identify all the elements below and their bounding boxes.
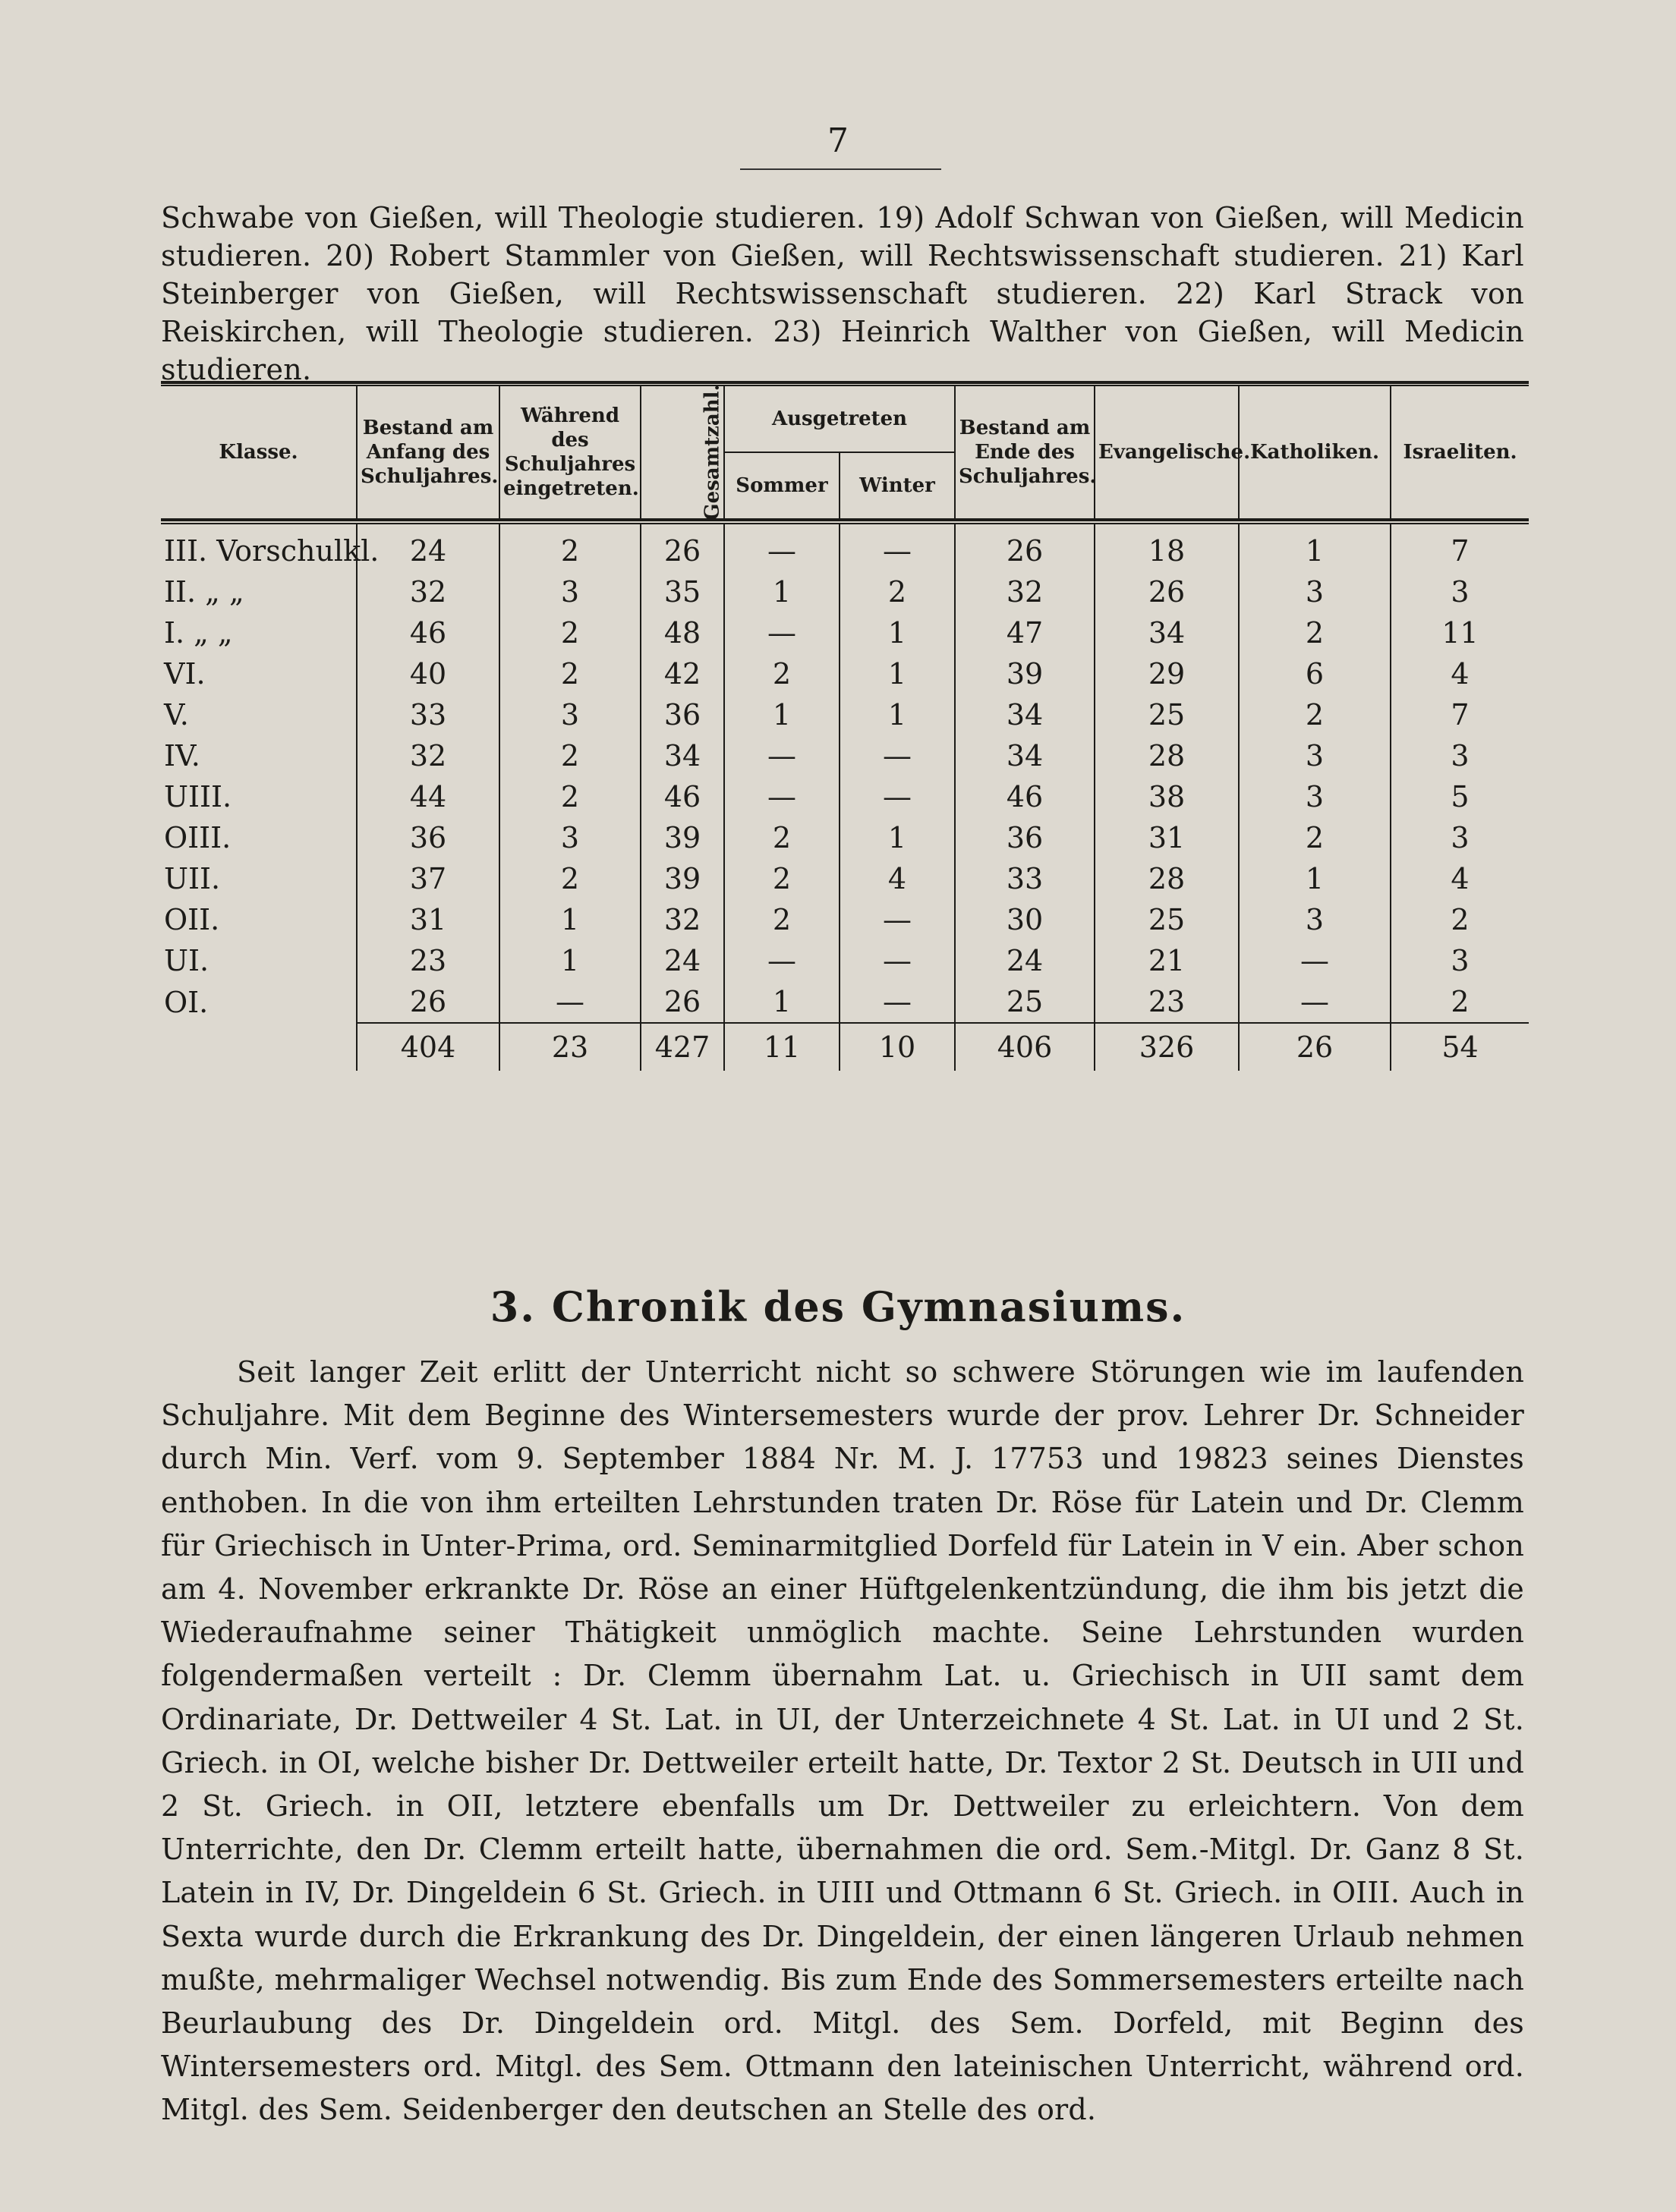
- cell-sommer: —: [724, 735, 840, 776]
- cell-winter: 1: [840, 817, 955, 858]
- table-row: [161, 981, 1529, 1023]
- cell-sommer: 1: [724, 981, 840, 1023]
- cell-isr: 3: [1391, 940, 1529, 981]
- statistics-table-body: [161, 524, 1529, 1071]
- cell-gesamt: 34: [641, 735, 724, 776]
- cell-kath: 2: [1239, 817, 1391, 858]
- total-israeliten: 54: [1391, 1023, 1529, 1071]
- cell-anfang: 32: [357, 735, 499, 776]
- cell-kath: 1: [1239, 524, 1391, 571]
- cell-eingetreten: 2: [499, 858, 641, 899]
- cell-kath: 6: [1239, 653, 1391, 694]
- cell-eingetreten: 2: [499, 653, 641, 694]
- cell-ev: 31: [1095, 817, 1239, 858]
- cell-anfang: 40: [357, 653, 499, 694]
- cell-isr: 3: [1391, 735, 1529, 776]
- cell-kath: 3: [1239, 899, 1391, 940]
- cell-klasse: OIII.: [164, 821, 232, 854]
- cell-winter: 1: [840, 653, 955, 694]
- total-evangelisch: 326: [1095, 1023, 1239, 1071]
- header-bestand-anfang: Bestand am Anfang des Schuljahres.: [357, 386, 499, 518]
- header-ausgetreten: Ausgetreten: [724, 386, 955, 452]
- page-number-rule: [740, 168, 941, 170]
- cell-ende: 24: [955, 940, 1095, 981]
- cell-klasse: IV.: [164, 739, 200, 772]
- cell-sommer: 1: [724, 694, 840, 735]
- cell-anfang: 37: [357, 858, 499, 899]
- header-eingetreten: Während des Schuljahres eingetreten.: [499, 386, 641, 518]
- cell-kath: 3: [1239, 735, 1391, 776]
- student-statistics-table: [161, 381, 1529, 1071]
- cell-anfang: 26: [357, 981, 499, 1023]
- header-bestand-ende: Bestand am Ende des Schuljahres.: [955, 386, 1095, 518]
- cell-ende: 26: [955, 524, 1095, 571]
- cell-isr: 5: [1391, 776, 1529, 817]
- cell-ev: 29: [1095, 653, 1239, 694]
- cell-ev: 23: [1095, 981, 1239, 1023]
- cell-ende: 25: [955, 981, 1095, 1023]
- cell-sommer: 2: [724, 899, 840, 940]
- cell-anfang: 32: [357, 571, 499, 612]
- cell-gesamt: 35: [641, 571, 724, 612]
- table-row: [161, 571, 1529, 612]
- cell-winter: —: [840, 940, 955, 981]
- cell-winter: 4: [840, 858, 955, 899]
- cell-eingetreten: 2: [499, 612, 641, 653]
- cell-sommer: —: [724, 940, 840, 981]
- cell-kath: 3: [1239, 776, 1391, 817]
- cell-kath: —: [1239, 940, 1391, 981]
- section-heading: 3. Chronik des Gymnasiums.: [490, 1282, 1186, 1331]
- total-klasse: [161, 1023, 357, 1071]
- total-gesamt: 427: [641, 1023, 724, 1071]
- cell-ev: 26: [1095, 571, 1239, 612]
- header-katholiken: Katholiken.: [1239, 386, 1391, 518]
- cell-sommer: 1: [724, 571, 840, 612]
- cell-isr: 4: [1391, 858, 1529, 899]
- cell-ev: 38: [1095, 776, 1239, 817]
- cell-gesamt: 42: [641, 653, 724, 694]
- header-winter: Winter: [840, 452, 955, 518]
- cell-ende: 36: [955, 817, 1095, 858]
- total-anfang: 404: [357, 1023, 499, 1071]
- cell-gesamt: 46: [641, 776, 724, 817]
- cell-winter: —: [840, 524, 955, 571]
- header-klasse: Klasse.: [219, 441, 298, 464]
- cell-gesamt: 24: [641, 940, 724, 981]
- cell-klasse: III. Vorschulkl.: [164, 534, 380, 568]
- cell-isr: 2: [1391, 981, 1529, 1023]
- cell-winter: —: [840, 735, 955, 776]
- total-sommer: 11: [724, 1023, 840, 1071]
- cell-gesamt: 26: [641, 981, 724, 1023]
- cell-gesamt: 39: [641, 858, 724, 899]
- cell-anfang: 33: [357, 694, 499, 735]
- table-row: [161, 858, 1529, 899]
- cell-isr: 3: [1391, 571, 1529, 612]
- cell-eingetreten: 2: [499, 776, 641, 817]
- cell-isr: 4: [1391, 653, 1529, 694]
- cell-anfang: 46: [357, 612, 499, 653]
- cell-kath: 2: [1239, 694, 1391, 735]
- table-row: [161, 776, 1529, 817]
- cell-ev: 28: [1095, 858, 1239, 899]
- table-row: [161, 653, 1529, 694]
- table-row: [161, 694, 1529, 735]
- cell-winter: 1: [840, 694, 955, 735]
- cell-sommer: 2: [724, 653, 840, 694]
- cell-klasse: UIII.: [164, 780, 232, 813]
- cell-isr: 7: [1391, 694, 1529, 735]
- cell-klasse: OI.: [164, 985, 209, 1019]
- total-ende: 406: [955, 1023, 1095, 1071]
- header-evangelische: Evangelische.: [1095, 386, 1239, 518]
- cell-ende: 33: [955, 858, 1095, 899]
- table-row: [161, 817, 1529, 858]
- table-row: [161, 940, 1529, 981]
- cell-eingetreten: —: [499, 981, 641, 1023]
- cell-sommer: —: [724, 776, 840, 817]
- total-eingetreten: 23: [499, 1023, 641, 1071]
- cell-eingetreten: 3: [499, 571, 641, 612]
- table-row: [161, 524, 1529, 571]
- cell-gesamt: 48: [641, 612, 724, 653]
- page-number: 7: [827, 121, 849, 160]
- cell-eingetreten: 2: [499, 735, 641, 776]
- cell-gesamt: 39: [641, 817, 724, 858]
- cell-anfang: 24: [357, 524, 499, 571]
- cell-gesamt: 36: [641, 694, 724, 735]
- cell-eingetreten: 1: [499, 940, 641, 981]
- cell-eingetreten: 3: [499, 817, 641, 858]
- intro-text: [161, 199, 1524, 389]
- cell-sommer: —: [724, 524, 840, 571]
- cell-eingetreten: 1: [499, 899, 641, 940]
- cell-kath: —: [1239, 981, 1391, 1023]
- cell-isr: 7: [1391, 524, 1529, 571]
- cell-ende: 39: [955, 653, 1095, 694]
- cell-ende: 34: [955, 694, 1095, 735]
- cell-kath: 3: [1239, 571, 1391, 612]
- cell-ende: 34: [955, 735, 1095, 776]
- cell-klasse: VI.: [164, 657, 206, 691]
- cell-gesamt: 26: [641, 524, 724, 571]
- cell-kath: 2: [1239, 612, 1391, 653]
- table-top-rule: [161, 381, 1529, 386]
- table-row: [161, 899, 1529, 940]
- cell-anfang: 36: [357, 817, 499, 858]
- cell-winter: 1: [840, 612, 955, 653]
- cell-ende: 46: [955, 776, 1095, 817]
- cell-ende: 32: [955, 571, 1095, 612]
- total-winter: 10: [840, 1023, 955, 1071]
- cell-anfang: 23: [357, 940, 499, 981]
- header-gesamtzahl: [641, 384, 724, 521]
- cell-ev: 25: [1095, 694, 1239, 735]
- header-israeliten: Israeliten.: [1391, 386, 1529, 518]
- chronicle-paragraph: Seit langer Zeit erlitt der Unterricht nicht so schwere Störungen wie im laufenden Schuljahre. Mit dem Beginne des Wintersemesters wurde der prov. Lehrer Dr. Schneider durch Min. Verf. vom 9. September 1884 Nr. M. J. 17753 und 19823 seines Dienstes enthoben. In die von ihm erteilten Lehrstunden traten Dr. Röse für Latein und Dr. Clemm für Griechisch in Unter-Prima, ord. Seminarmitglied Dorfeld für Latein in V ein. Aber schon am 4. November erkrankte Dr. Röse an einer Hüftgelenkentzündung, die ihm bis jetzt die Wiederaufnahme seiner Thätigkeit unmöglich machte. Seine Lehrstunden wurden folgendermaßen verteilt : Dr. Clemm übernahm Lat. u. Griechisch in UII samt dem Ordinariate, Dr. Dettweiler 4 St. Lat. in UI, der Unterzeichnete 4 St. Lat. in UI und 2 St. Griech. in OI, welche bisher Dr. Dettweiler erteilt hatte, Dr. Textor 2 St. Deutsch in UII und 2 St. Griech. in OII, letztere ebenfalls um Dr. Dettweiler zu erleichtern. Von dem Unterrichte, den Dr. Clemm erteilt hatte, übernahmen die ord. Sem.-Mitgl. Dr. Ganz 8 St. Latein in IV, Dr. Dingeldein 6 St. Griech. in UIII und Ottmann 6 St. Griech. in OIII. Auch in Sexta wurde durch die Erkrankung des Dr. Dingeldein, der einen längeren Urlaub nehmen mußte, mehrmaliger Wechsel notwendig. Bis zum Ende des Sommersemesters erteilte nach Beurlaubung des Dr. Dingeldein ord. Mitgl. des Sem. Dorfeld, mit Beginn des Wintersemesters ord. Mitgl. des Sem. Ottmann den lateinischen Unterricht, während ord. Mitgl. des Sem. Seidenberger den deutschen an Stelle des ord.: [161, 1355, 1524, 2127]
- cell-isr: 11: [1391, 612, 1529, 653]
- cell-sommer: 2: [724, 858, 840, 899]
- cell-klasse: OII.: [164, 903, 220, 936]
- cell-anfang: 31: [357, 899, 499, 940]
- cell-isr: 3: [1391, 817, 1529, 858]
- cell-eingetreten: 3: [499, 694, 641, 735]
- cell-ev: 21: [1095, 940, 1239, 981]
- totals-row: [161, 1023, 1529, 1071]
- cell-sommer: 2: [724, 817, 840, 858]
- cell-ev: 18: [1095, 524, 1239, 571]
- intro-paragraph: Schwabe von Gießen, will Theologie studieren. 19) Adolf Schwan von Gießen, will Medicin studieren. 20) Robert Stammler von Gießen, will Rechtswissenschaft studieren. 21) Karl Steinberger von Gießen, will Rechtswissenschaft studieren. 22) Karl Strack von Reiskirchen, will Theologie studieren. 23) Heinrich Walther von Gießen, will Medicin studieren.: [161, 201, 1524, 386]
- cell-isr: 2: [1391, 899, 1529, 940]
- header-sommer: Sommer: [724, 452, 840, 518]
- cell-ende: 47: [955, 612, 1095, 653]
- cell-ev: 34: [1095, 612, 1239, 653]
- table-row: [161, 612, 1529, 653]
- cell-anfang: 44: [357, 776, 499, 817]
- cell-winter: —: [840, 776, 955, 817]
- cell-klasse: UI.: [164, 944, 210, 977]
- cell-ev: 28: [1095, 735, 1239, 776]
- header-gesamtzahl-label: Gesamtzahl.: [701, 384, 724, 521]
- cell-sommer: —: [724, 612, 840, 653]
- cell-winter: —: [840, 981, 955, 1023]
- cell-eingetreten: 2: [499, 524, 641, 571]
- cell-klasse: UII.: [164, 862, 221, 895]
- cell-winter: —: [840, 899, 955, 940]
- table-header-rule: [161, 518, 1529, 524]
- cell-ev: 25: [1095, 899, 1239, 940]
- total-katholisch: 26: [1239, 1023, 1391, 1071]
- cell-gesamt: 32: [641, 899, 724, 940]
- cell-ende: 30: [955, 899, 1095, 940]
- cell-klasse: V.: [164, 698, 189, 732]
- chronicle-text: [161, 1351, 1524, 2132]
- statistics-table-grid: [161, 384, 1529, 521]
- cell-winter: 2: [840, 571, 955, 612]
- cell-klasse: I. „ „: [164, 616, 233, 650]
- table-row: [161, 735, 1529, 776]
- cell-klasse: II. „ „: [164, 575, 244, 609]
- cell-kath: 1: [1239, 858, 1391, 899]
